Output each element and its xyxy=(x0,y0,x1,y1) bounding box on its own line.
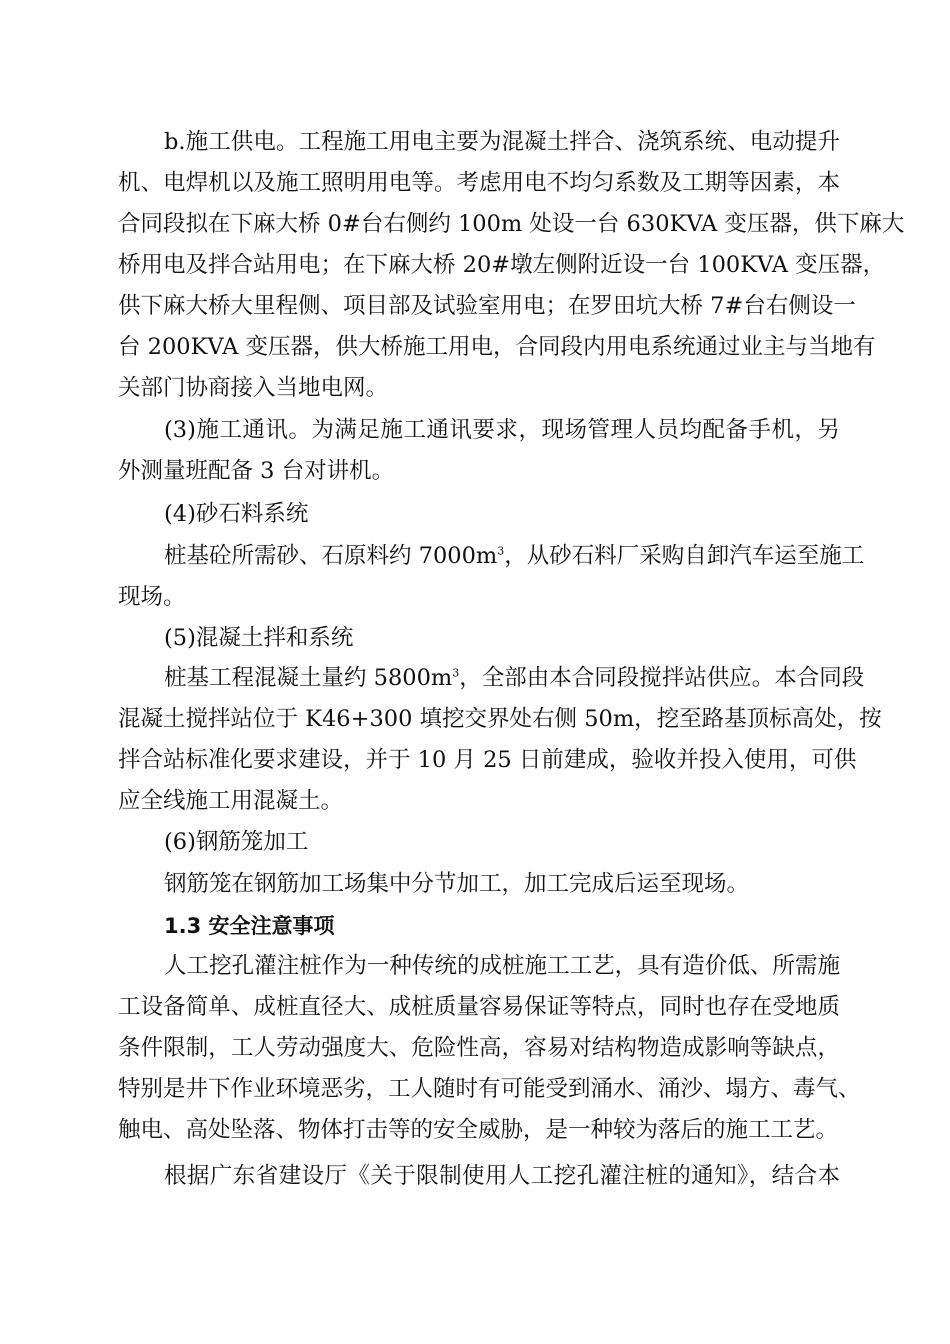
text-line: 合同段拟在下麻大桥 0#台右侧约 100m 处设一台 630KVA 变压器，供下麻大 xyxy=(118,211,905,237)
text-line: 关部门协商接入当地电网。 xyxy=(118,375,389,401)
text-line: 拌合站标准化要求建设，并于 10 月 25 日前建成，验收并投入使用，可供 xyxy=(118,747,857,773)
text-segment: ，全部由本合同段搅拌站供应。本合同段 xyxy=(459,665,865,691)
text-line xyxy=(118,536,865,577)
text-line xyxy=(118,658,865,699)
text-line: (3)施工通讯。为满足施工通讯要求，现场管理人员均配备手机，另 xyxy=(164,417,840,443)
text-line: 应全线施工用混凝土。 xyxy=(118,788,344,814)
text-line: (5)混凝土拌和系统 xyxy=(164,625,354,651)
text-line: 工设备简单、成桩直径大、成桩质量容易保证等特点，同时也存在受地质 xyxy=(118,994,840,1020)
text-line: 现场。 xyxy=(118,584,186,610)
section-heading: 1.3 安全注意事项 xyxy=(164,914,335,938)
text-line: b.施工供电。工程施工用电主要为混凝土拌合、浇筑系统、电动提升 xyxy=(164,129,840,155)
guangdong-paragraph xyxy=(118,1156,840,1197)
text-line: 钢筋笼在钢筋加工场集中分节加工，加工完成后运至现场。 xyxy=(164,871,750,897)
rebar-paragraph xyxy=(118,864,840,905)
communication-paragraph xyxy=(118,410,840,492)
text-line: 混凝土搅拌站位于 K46+300 填挖交界处右侧 50m，挖至路基顶标高处，按 xyxy=(118,706,882,732)
text-line: 机、电焊机以及施工照明用电等。考虑用电不均匀系数及工期等因素，本 xyxy=(118,170,840,196)
text-line: (6)钢筋笼加工 xyxy=(164,829,309,855)
text-line: 台 200KVA 变压器，供大桥施工用电，合同段内用电系统通过业主与当地有 xyxy=(118,334,876,360)
power-supply-paragraph xyxy=(118,122,905,409)
text-line: 触电、高处坠落、物体打击等的安全威胁，是一种较为落后的施工工艺。 xyxy=(118,1117,839,1143)
concrete-title xyxy=(118,618,840,659)
rebar-title xyxy=(118,822,840,863)
text-line: 外测量班配备 3 台对讲机。 xyxy=(118,458,395,484)
sand-stone-paragraph xyxy=(118,536,865,618)
safety-paragraph xyxy=(118,946,861,1151)
sand-stone-title xyxy=(118,494,840,535)
text-segment: ，从砂石料厂采购自卸汽车运至施工 xyxy=(504,543,865,569)
concrete-paragraph xyxy=(118,658,882,822)
text-line: (4)砂石料系统 xyxy=(164,501,309,527)
text-line: 条件限制，工人劳动强度大、危险性高，容易对结构物造成影响等缺点， xyxy=(118,1035,840,1061)
text-line: 人工挖孔灌注桩作为一种传统的成桩施工工艺，具有造价低、所需施 xyxy=(164,953,840,979)
text-segment: 桩基砼所需砂、石原料约 7000m xyxy=(164,543,498,569)
text-segment: 桩基工程混凝土量约 5800m xyxy=(164,665,453,691)
superscript: 3 xyxy=(497,544,505,558)
text-line: 供下麻大桥大里程侧、项目部及试验室用电；在罗田坑大桥 7#台右侧设一 xyxy=(118,293,856,319)
text-line: 根据广东省建设厅《关于限制使用人工挖孔灌注桩的通知》，结合本 xyxy=(164,1163,840,1189)
text-line: 特别是井下作业环境恶劣，工人随时有可能受到涌水、涌沙、塌方、毒气、 xyxy=(118,1076,861,1102)
superscript: 3 xyxy=(452,666,460,680)
text-line: 桥用电及拌合站用电；在下麻大桥 20#墩左侧附近设一台 100KVA 变压器， xyxy=(118,252,886,278)
